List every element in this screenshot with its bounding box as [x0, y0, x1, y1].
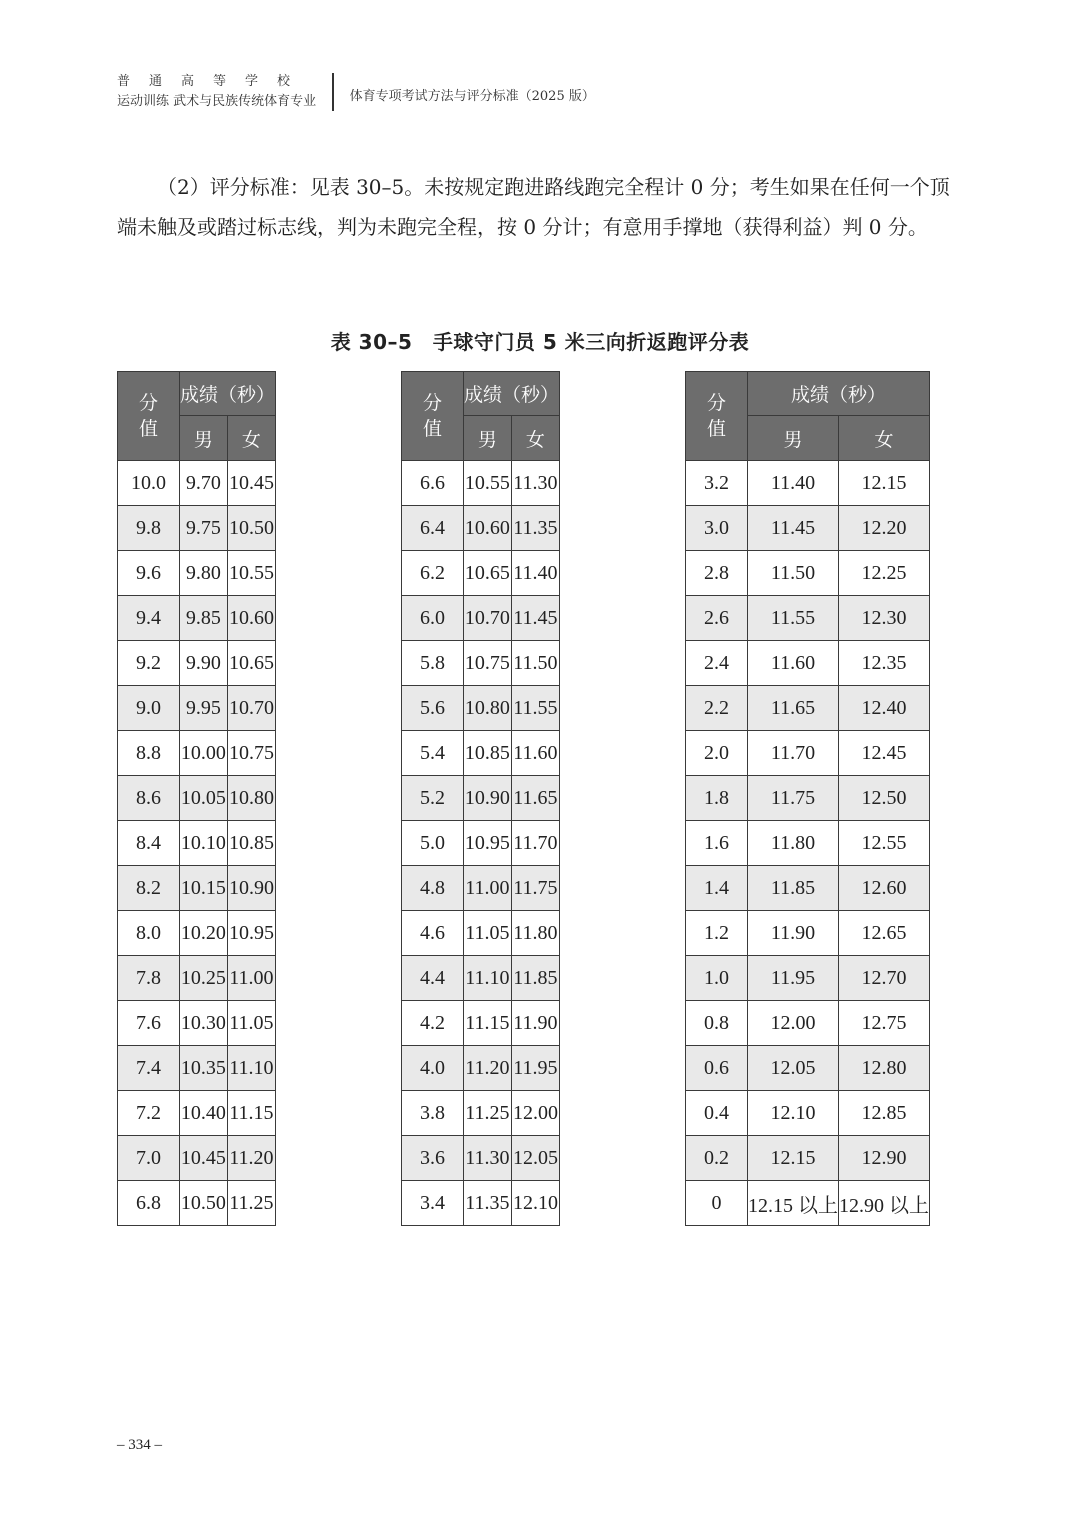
score-cell: 9.0 — [118, 686, 180, 731]
female-time-cell: 11.80 — [511, 911, 559, 956]
female-time-cell: 12.70 — [839, 956, 930, 1001]
female-time-cell: 12.55 — [839, 821, 930, 866]
score-cell: 5.8 — [402, 641, 464, 686]
score-cell: 1.6 — [686, 821, 748, 866]
scoring-paragraph: （2）评分标准：见表 30–5。未按规定跑进路线跑完全程计 0 分；考生如果在任何一个顶端未触及或踏过标志线，判为未跑完全程，按 0 分计；有意用手撑地（获得利益）判 0 分。 — [117, 175, 950, 239]
female-time-cell: 11.90 — [511, 1001, 559, 1046]
table-row — [402, 1001, 560, 1046]
table-row — [686, 776, 930, 821]
table-row — [402, 1181, 560, 1226]
female-column-header: 女 — [227, 416, 275, 461]
table-title: 表 30–5 手球守门员 5 米三向折返跑评分表 — [330, 330, 750, 354]
female-time-cell: 11.00 — [227, 956, 275, 1001]
male-time-cell: 10.80 — [464, 686, 512, 731]
score-cell: 9.2 — [118, 641, 180, 686]
score-cell: 6.6 — [402, 461, 464, 506]
score-cell: 7.0 — [118, 1136, 180, 1181]
table-row — [686, 1091, 930, 1136]
male-time-cell: 11.20 — [464, 1046, 512, 1091]
score-cell: 3.4 — [402, 1181, 464, 1226]
table-row — [402, 461, 560, 506]
female-time-cell: 10.50 — [227, 506, 275, 551]
female-time-cell: 11.30 — [511, 461, 559, 506]
male-time-cell: 9.90 — [180, 641, 228, 686]
score-cell: 4.8 — [402, 866, 464, 911]
table-row — [686, 731, 930, 776]
table-row — [118, 551, 276, 596]
score-cell: 3.2 — [686, 461, 748, 506]
table-row — [402, 866, 560, 911]
score-cell: 6.4 — [402, 506, 464, 551]
male-time-cell: 11.95 — [748, 956, 839, 1001]
table-row — [118, 1001, 276, 1046]
female-time-cell: 11.65 — [511, 776, 559, 821]
male-time-cell: 11.85 — [748, 866, 839, 911]
score-table-block — [685, 371, 930, 1226]
table-row — [686, 461, 930, 506]
female-time-cell: 12.40 — [839, 686, 930, 731]
table-row — [118, 506, 276, 551]
score-cell: 6.2 — [402, 551, 464, 596]
female-time-cell: 12.85 — [839, 1091, 930, 1136]
female-time-cell: 12.80 — [839, 1046, 930, 1091]
male-time-cell: 11.75 — [748, 776, 839, 821]
male-time-cell: 11.35 — [464, 1181, 512, 1226]
score-cell: 8.8 — [118, 731, 180, 776]
table-row — [402, 1091, 560, 1136]
male-time-cell: 11.65 — [748, 686, 839, 731]
female-time-cell: 12.50 — [839, 776, 930, 821]
table-row — [118, 956, 276, 1001]
score-cell: 0.2 — [686, 1136, 748, 1181]
score-cell: 5.6 — [402, 686, 464, 731]
male-time-cell: 9.70 — [180, 461, 228, 506]
score-cell: 4.4 — [402, 956, 464, 1001]
male-time-cell: 10.90 — [464, 776, 512, 821]
male-time-cell: 10.95 — [464, 821, 512, 866]
table-row — [686, 551, 930, 596]
score-cell: 1.8 — [686, 776, 748, 821]
score-cell: 5.2 — [402, 776, 464, 821]
score-column-header: 分值 — [118, 372, 180, 461]
score-cell: 2.0 — [686, 731, 748, 776]
running-header — [117, 70, 595, 114]
table-row — [686, 686, 930, 731]
table-row — [118, 1046, 276, 1091]
score-cell: 6.0 — [402, 596, 464, 641]
female-time-cell: 10.95 — [227, 911, 275, 956]
table-row — [686, 1136, 930, 1181]
table-row — [118, 1181, 276, 1226]
female-time-cell: 11.35 — [511, 506, 559, 551]
male-time-cell: 10.10 — [180, 821, 228, 866]
female-time-cell: 10.90 — [227, 866, 275, 911]
score-table-block — [117, 371, 276, 1226]
female-time-cell: 11.50 — [511, 641, 559, 686]
score-cell: 0 — [686, 1181, 748, 1226]
score-cell: 9.6 — [118, 551, 180, 596]
female-time-cell: 12.25 — [839, 551, 930, 596]
male-time-cell: 11.45 — [748, 506, 839, 551]
male-column-header: 男 — [464, 416, 512, 461]
male-time-cell: 11.15 — [464, 1001, 512, 1046]
male-time-cell: 9.95 — [180, 686, 228, 731]
male-time-cell: 9.85 — [180, 596, 228, 641]
score-cell: 5.4 — [402, 731, 464, 776]
score-cell: 0.4 — [686, 1091, 748, 1136]
score-cell: 6.8 — [118, 1181, 180, 1226]
male-time-cell: 10.15 — [180, 866, 228, 911]
male-time-cell: 9.75 — [180, 506, 228, 551]
male-time-cell: 11.55 — [748, 596, 839, 641]
female-time-cell: 11.85 — [511, 956, 559, 1001]
female-time-cell: 11.70 — [511, 821, 559, 866]
female-time-cell: 12.65 — [839, 911, 930, 956]
male-time-cell: 12.10 — [748, 1091, 839, 1136]
table-row — [686, 1001, 930, 1046]
female-time-cell: 12.75 — [839, 1001, 930, 1046]
male-time-cell: 10.45 — [180, 1136, 228, 1181]
score-cell: 9.4 — [118, 596, 180, 641]
table-row — [402, 956, 560, 1001]
female-time-cell: 10.70 — [227, 686, 275, 731]
female-time-cell: 12.90 以上 — [839, 1181, 930, 1226]
female-time-cell: 10.65 — [227, 641, 275, 686]
male-time-cell: 11.60 — [748, 641, 839, 686]
table-row — [402, 1136, 560, 1181]
header-left — [117, 72, 332, 112]
female-time-cell: 11.40 — [511, 551, 559, 596]
table-row — [402, 641, 560, 686]
female-time-cell: 12.00 — [511, 1091, 559, 1136]
table-row — [686, 956, 930, 1001]
table-row — [118, 596, 276, 641]
male-time-cell: 10.35 — [180, 1046, 228, 1091]
male-time-cell: 10.50 — [180, 1181, 228, 1226]
female-time-cell: 12.35 — [839, 641, 930, 686]
table-row — [686, 641, 930, 686]
male-time-cell: 12.00 — [748, 1001, 839, 1046]
male-time-cell: 10.85 — [464, 731, 512, 776]
male-time-cell: 11.10 — [464, 956, 512, 1001]
score-cell: 4.2 — [402, 1001, 464, 1046]
female-time-cell: 11.95 — [511, 1046, 559, 1091]
male-time-cell: 10.55 — [464, 461, 512, 506]
table-row — [402, 776, 560, 821]
score-cell: 3.8 — [402, 1091, 464, 1136]
score-cell: 1.0 — [686, 956, 748, 1001]
score-cell: 0.8 — [686, 1001, 748, 1046]
female-time-cell: 11.25 — [227, 1181, 275, 1226]
score-cell: 8.6 — [118, 776, 180, 821]
table-row — [402, 686, 560, 731]
score-cell: 1.2 — [686, 911, 748, 956]
table-row — [118, 731, 276, 776]
score-cell: 2.2 — [686, 686, 748, 731]
female-time-cell: 12.30 — [839, 596, 930, 641]
male-time-cell: 10.75 — [464, 641, 512, 686]
score-cell: 7.2 — [118, 1091, 180, 1136]
male-time-cell: 11.80 — [748, 821, 839, 866]
score-cell: 2.4 — [686, 641, 748, 686]
male-time-cell: 12.15 以上 — [748, 1181, 839, 1226]
male-time-cell: 11.30 — [464, 1136, 512, 1181]
female-time-cell: 11.10 — [227, 1046, 275, 1091]
table-row — [118, 866, 276, 911]
table-row — [686, 821, 930, 866]
table-row — [402, 596, 560, 641]
female-time-cell: 11.60 — [511, 731, 559, 776]
male-time-cell: 11.90 — [748, 911, 839, 956]
score-column-header: 分值 — [686, 372, 748, 461]
female-time-cell: 12.45 — [839, 731, 930, 776]
male-time-cell: 10.60 — [464, 506, 512, 551]
header-major-line: 运动训练 武术与民族传统体育专业 — [117, 94, 317, 109]
male-time-cell: 10.00 — [180, 731, 228, 776]
female-time-cell: 12.05 — [511, 1136, 559, 1181]
score-cell: 2.8 — [686, 551, 748, 596]
table-row — [402, 911, 560, 956]
table-row — [402, 821, 560, 866]
female-time-cell: 11.15 — [227, 1091, 275, 1136]
female-time-cell: 10.75 — [227, 731, 275, 776]
score-cell: 7.8 — [118, 956, 180, 1001]
female-time-cell: 10.85 — [227, 821, 275, 866]
male-time-cell: 10.25 — [180, 956, 228, 1001]
female-time-cell: 12.10 — [511, 1181, 559, 1226]
table-row — [118, 1091, 276, 1136]
table-row — [118, 461, 276, 506]
table-row — [686, 596, 930, 641]
table-row — [686, 1181, 930, 1226]
female-column-header: 女 — [839, 416, 930, 461]
male-time-cell: 10.05 — [180, 776, 228, 821]
table-row — [118, 911, 276, 956]
table-row — [402, 731, 560, 776]
male-time-cell: 11.25 — [464, 1091, 512, 1136]
female-column-header: 女 — [511, 416, 559, 461]
male-column-header: 男 — [180, 416, 228, 461]
header-school-line: 普通高等学校 — [117, 74, 310, 89]
table-row — [686, 911, 930, 956]
score-cell: 0.6 — [686, 1046, 748, 1091]
result-column-header: 成绩（秒） — [180, 372, 276, 416]
female-time-cell: 12.20 — [839, 506, 930, 551]
score-cell: 8.4 — [118, 821, 180, 866]
table-row — [686, 866, 930, 911]
score-column-header: 分值 — [402, 372, 464, 461]
female-time-cell: 12.60 — [839, 866, 930, 911]
score-table-block — [401, 371, 560, 1226]
female-time-cell: 12.90 — [839, 1136, 930, 1181]
female-time-cell: 11.05 — [227, 1001, 275, 1046]
score-cell: 5.0 — [402, 821, 464, 866]
score-cell: 4.6 — [402, 911, 464, 956]
female-time-cell: 10.55 — [227, 551, 275, 596]
male-time-cell: 10.65 — [464, 551, 512, 596]
table-row — [686, 1046, 930, 1091]
score-cell: 8.0 — [118, 911, 180, 956]
male-time-cell: 11.05 — [464, 911, 512, 956]
male-time-cell: 10.30 — [180, 1001, 228, 1046]
male-time-cell: 10.70 — [464, 596, 512, 641]
female-time-cell: 10.80 — [227, 776, 275, 821]
table-row — [118, 641, 276, 686]
score-cell: 10.0 — [118, 461, 180, 506]
header-book-title: 体育专项考试方法与评分标准（2025 版） — [349, 88, 595, 104]
score-cell: 2.6 — [686, 596, 748, 641]
score-cell: 3.0 — [686, 506, 748, 551]
score-cell: 7.4 — [118, 1046, 180, 1091]
table-row — [118, 776, 276, 821]
male-time-cell: 11.00 — [464, 866, 512, 911]
table-row — [402, 1046, 560, 1091]
table-row — [402, 506, 560, 551]
male-column-header: 男 — [748, 416, 839, 461]
female-time-cell: 11.20 — [227, 1136, 275, 1181]
male-time-cell: 9.80 — [180, 551, 228, 596]
male-time-cell: 11.40 — [748, 461, 839, 506]
male-time-cell: 12.15 — [748, 1136, 839, 1181]
table-row — [118, 821, 276, 866]
male-time-cell: 11.70 — [748, 731, 839, 776]
score-cell: 3.6 — [402, 1136, 464, 1181]
score-cell: 4.0 — [402, 1046, 464, 1091]
table-row — [402, 551, 560, 596]
female-time-cell: 12.15 — [839, 461, 930, 506]
female-time-cell: 11.45 — [511, 596, 559, 641]
score-cell: 1.4 — [686, 866, 748, 911]
female-time-cell: 11.55 — [511, 686, 559, 731]
male-time-cell: 11.50 — [748, 551, 839, 596]
table-row — [118, 686, 276, 731]
score-cell: 7.6 — [118, 1001, 180, 1046]
result-column-header: 成绩（秒） — [464, 372, 560, 416]
female-time-cell: 10.60 — [227, 596, 275, 641]
score-cell: 9.8 — [118, 506, 180, 551]
female-time-cell: 11.75 — [511, 866, 559, 911]
female-time-cell: 10.45 — [227, 461, 275, 506]
table-row — [686, 506, 930, 551]
male-time-cell: 12.05 — [748, 1046, 839, 1091]
result-column-header: 成绩（秒） — [748, 372, 930, 416]
male-time-cell: 10.20 — [180, 911, 228, 956]
male-time-cell: 10.40 — [180, 1091, 228, 1136]
page-number: – 334 – — [117, 1437, 162, 1453]
score-cell: 8.2 — [118, 866, 180, 911]
table-row — [118, 1136, 276, 1181]
